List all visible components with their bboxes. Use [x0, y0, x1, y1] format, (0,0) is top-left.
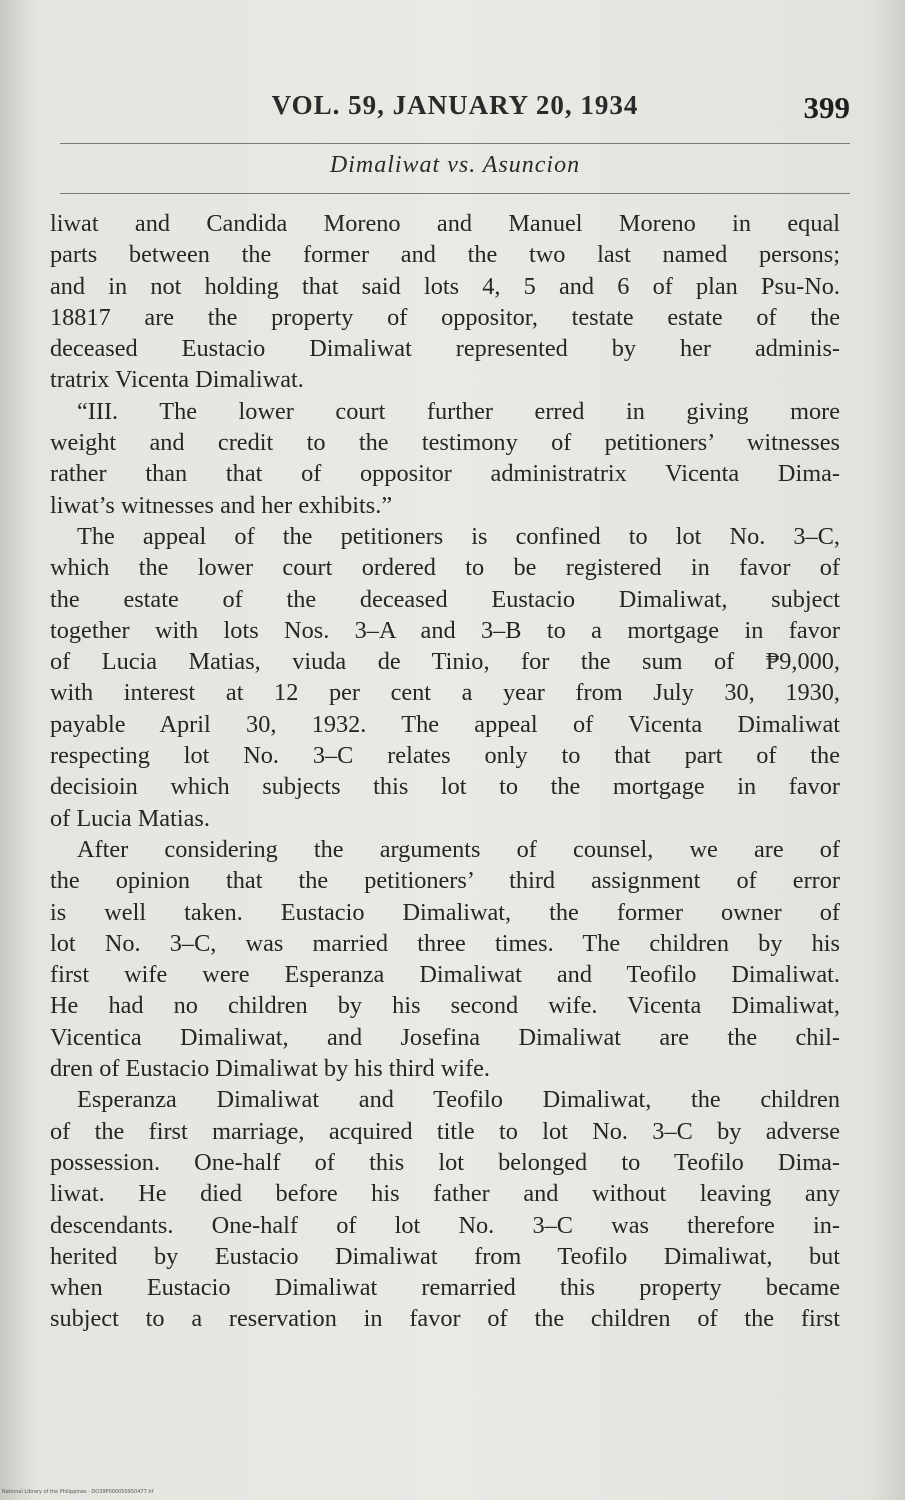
page-header [60, 90, 850, 130]
text-line: liwat’s witnesses and her exhibits.” [50, 491, 393, 519]
text-line: possession. One-half of this lot belonged to Teofilo Dima- [50, 1148, 840, 1176]
text-line: first wife were Esperanza Dimaliwat and Teofilo Dimaliwat. [50, 961, 840, 989]
text-line: rather than that of oppositor administratrix Vicenta Dima- [50, 460, 840, 488]
text-line: and in not holding that said lots 4, 5 and 6 of plan Psu-No. [50, 272, 840, 300]
text-line: lot No. 3–C, was married three times. The children by his [50, 929, 840, 957]
text-line: when Eustacio Dimaliwat remarried this property became [50, 1274, 840, 1302]
running-title: VOL. 59, JANUARY 20, 1934 [271, 90, 639, 120]
text-line: After considering the arguments of counsel, we are of [77, 835, 840, 863]
text-line: decisioin which subjects this lot to the mortgage in favor [50, 773, 840, 801]
text-line: “III. The lower court further erred in giving more [77, 397, 840, 425]
text-line: liwat. He died before his father and without leaving any [50, 1180, 840, 1208]
text-line: the estate of the deceased Eustacio Dimaliwat, subject [50, 585, 840, 613]
body-text [50, 208, 840, 1335]
text-line: herited by Eustacio Dimaliwat from Teofilo Dimaliwat, but [50, 1242, 840, 1270]
text-line: liwat and Candida Moreno and Manuel Moreno in equal [50, 210, 840, 237]
text-line: of the first marriage, acquired title to lot No. 3–C by adverse [50, 1117, 840, 1145]
text-line: Vicentica Dimaliwat, and Josefina Dimaliwat are the chil- [50, 1023, 840, 1051]
text-line: with interest at 12 per cent a year from July 30, 1930, [50, 679, 840, 707]
text-line: the opinion that the petitioners’ third assignment of error [50, 867, 840, 895]
text-line: descendants. One-half of lot No. 3–C was therefore in- [50, 1211, 840, 1239]
text-line: tratrix Vicenta Dimaliwat. [50, 366, 304, 394]
text-line: Esperanza Dimaliwat and Teofilo Dimaliwat, the children [77, 1086, 840, 1114]
text-line: He had no children by his second wife. Vicenta Dimaliwat, [50, 992, 840, 1020]
header-rule-top [60, 143, 850, 144]
case-title: Dimaliwat vs. Asuncion [329, 152, 581, 178]
text-line: together with lots Nos. 3–A and 3–B to a mortgage in favor [50, 616, 840, 644]
text-line: which the lower court ordered to be registered in favor of [50, 554, 840, 582]
text-line: weight and credit to the testimony of petitioners’ witnesses [50, 429, 840, 457]
text-line: 18817 are the property of oppositor, testate estate of the [50, 303, 840, 331]
text-line: of Lucia Matias. [50, 804, 210, 832]
text-line: is well taken. Eustacio Dimaliwat, the former owner of [50, 898, 840, 926]
text-line: dren of Eustacio Dimaliwat by his third wife. [50, 1055, 490, 1083]
page-number: 399 [803, 90, 850, 125]
scan-credit: National Library of the Philippines · DO39P000050950477.tif [2, 1489, 154, 1495]
text-line: subject to a reservation in favor of the children of the first [50, 1305, 840, 1333]
text-line: of Lucia Matias, viuda de Tinio, for the sum of ₱9,000, [50, 648, 840, 676]
text-line: The appeal of the petitioners is confined to lot No. 3–C, [77, 522, 840, 550]
text-line: parts between the former and the two last named persons; [50, 241, 840, 269]
text-line: payable April 30, 1932. The appeal of Vicenta Dimaliwat [50, 710, 840, 738]
text-line: respecting lot No. 3–C relates only to that part of the [50, 742, 840, 770]
header-rule-bottom [60, 193, 850, 194]
text-line: deceased Eustacio Dimaliwat represented by her adminis- [50, 335, 840, 363]
